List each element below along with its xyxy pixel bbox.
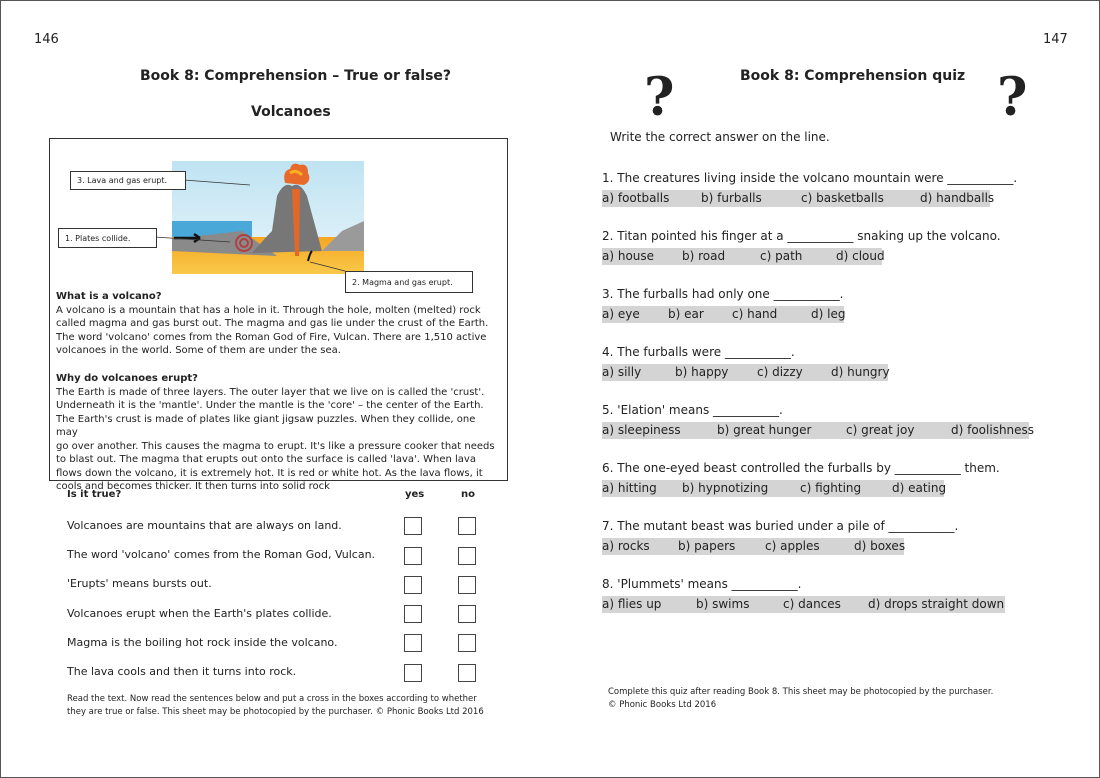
no-checkbox[interactable] <box>458 605 476 623</box>
answer-option[interactable]: d) eating <box>892 481 947 495</box>
quiz-question: 3. The furballs had only one ___________. <box>602 287 844 301</box>
answer-option[interactable]: d) hungry <box>831 365 890 379</box>
quiz-instruction: Write the correct answer on the line. <box>610 130 830 144</box>
answer-options <box>602 364 888 381</box>
answer-option[interactable]: a) footballs <box>602 191 670 205</box>
answer-option[interactable]: a) flies up <box>602 597 662 611</box>
page-number-right: 147 <box>1043 32 1068 47</box>
yes-checkbox[interactable] <box>404 547 422 565</box>
answer-option[interactable]: b) ear <box>668 307 704 321</box>
no-checkbox[interactable] <box>458 547 476 565</box>
page-number-left: 146 <box>34 32 59 47</box>
tf-header-yes: yes <box>405 489 425 500</box>
yes-checkbox[interactable] <box>404 517 422 535</box>
answer-option[interactable]: b) road <box>682 249 726 263</box>
answer-options <box>602 596 1005 613</box>
answer-option[interactable]: c) dizzy <box>757 365 803 379</box>
text-line: The Earth's crust is made of plates like giant jigsaw puzzles. When they collide, one may <box>56 413 476 438</box>
tf-statement: Volcanoes erupt when the Earth's plates collide. <box>67 607 332 620</box>
text-line: called magma and gas burst out. The magma and gas lie under the crust of the Earth. <box>56 318 489 329</box>
footer-line: Read the text. Now read the sentences below and put a cross in the boxes according to whether <box>67 694 477 704</box>
answer-options <box>602 422 1035 439</box>
answer-options <box>602 480 947 497</box>
answer-option[interactable]: b) happy <box>675 365 729 379</box>
quiz-question: 6. The one-eyed beast controlled the furballs by ___________ them. <box>602 461 1000 475</box>
section-subtitle: Volcanoes <box>251 104 331 120</box>
answer-option[interactable]: d) leg <box>811 307 846 321</box>
answer-options <box>602 538 904 555</box>
answer-option[interactable]: d) foolishness <box>951 423 1035 437</box>
tf-statement: 'Erupts' means bursts out. <box>67 577 212 590</box>
quiz-question: 2. Titan pointed his finger at a ___________ snaking up the volcano. <box>602 229 1001 243</box>
callout-magma: 2. Magma and gas erupt. <box>345 271 473 293</box>
no-checkbox[interactable] <box>458 664 476 682</box>
answer-option[interactable]: b) swims <box>696 597 750 611</box>
callout-plates: 1. Plates collide. <box>58 228 157 248</box>
quiz-question: 7. The mutant beast was buried under a pile of ___________. <box>602 519 959 533</box>
answer-options <box>602 190 995 207</box>
answer-option[interactable]: c) basketballs <box>801 191 884 205</box>
text-line: go over another. This causes the magma to erupt. It's like a pressure cooker that needs <box>56 440 495 452</box>
page-title-right: Book 8: Comprehension quiz <box>740 68 966 84</box>
quiz-question: 1. The creatures living inside the volcano mountain were ___________. <box>602 171 1018 185</box>
quiz-question: 8. 'Plummets' means ___________. <box>602 577 802 591</box>
yes-checkbox[interactable] <box>404 664 422 682</box>
page-title-left: Book 8: Comprehension – True or false? <box>140 68 452 84</box>
footer-line: Complete this quiz after reading Book 8. This sheet may be photocopied by the purchaser. <box>608 687 994 697</box>
footer-right <box>608 686 1008 712</box>
answer-option[interactable]: c) dances <box>783 597 841 611</box>
tf-statement: Magma is the boiling hot rock inside the volcano. <box>67 636 338 649</box>
answer-option[interactable]: a) sleepiness <box>602 423 681 437</box>
answer-option[interactable]: c) fighting <box>800 481 862 495</box>
answer-option[interactable]: c) great joy <box>846 423 915 437</box>
answer-option[interactable]: a) silly <box>602 365 642 379</box>
tf-statement: Volcanoes are mountains that are always on land. <box>67 519 342 532</box>
answer-option[interactable]: c) path <box>760 249 803 263</box>
answer-option[interactable]: a) hitting <box>602 481 657 495</box>
answer-option[interactable]: a) eye <box>602 307 640 321</box>
tf-header-no: no <box>461 489 475 500</box>
section-heading: What is a volcano? <box>56 291 162 302</box>
text-line: A volcano is a mountain that has a hole in it. Through the hole, molten (melted) rock <box>56 304 481 316</box>
section-what-is <box>56 290 496 358</box>
footer-line: they are true or false. This sheet may be photocopied by the purchaser. © Phonic Books Ltd 2016 <box>67 707 484 717</box>
no-checkbox[interactable] <box>458 517 476 535</box>
callout-leaders <box>0 0 520 300</box>
text-line: Underneath it is the 'mantle'. Under the mantle is the 'core' – the center of the Earth. <box>56 400 484 411</box>
no-checkbox[interactable] <box>458 576 476 594</box>
text-line: The word 'volcano' comes from the Roman God of Fire, Vulcan. There are 1,510 active <box>56 331 487 343</box>
quiz-question: 4. The furballs were ___________. <box>602 345 795 359</box>
yes-checkbox[interactable] <box>404 576 422 594</box>
text-line: flows down the volcano, it is extremely hot. It is red or white hot. As the lava flows, it <box>56 467 483 479</box>
section-heading: Why do volcanoes erupt? <box>56 373 198 384</box>
answer-option[interactable]: d) handballs <box>920 191 995 205</box>
answer-options <box>602 306 844 323</box>
answer-option[interactable]: d) cloud <box>836 249 885 263</box>
text-line: volcanoes in the world. Some of them are under the sea. <box>56 345 341 356</box>
yes-checkbox[interactable] <box>404 605 422 623</box>
text-line: The Earth is made of three layers. The outer layer that we live on is called the 'crust'. <box>56 386 485 398</box>
answer-option[interactable]: b) furballs <box>701 191 762 205</box>
answer-option[interactable]: a) rocks <box>602 539 650 553</box>
callout-lava: 3. Lava and gas erupt. <box>70 171 186 190</box>
answer-option[interactable]: b) hypnotizing <box>682 481 769 495</box>
no-checkbox[interactable] <box>458 634 476 652</box>
answer-option[interactable]: b) papers <box>678 539 736 553</box>
tf-statement: The word 'volcano' comes from the Roman God, Vulcan. <box>67 548 376 561</box>
quiz-question: 5. 'Elation' means ___________. <box>602 403 783 417</box>
text-line: cools and becomes thicker. It then turns into solid rock <box>56 481 330 492</box>
answer-option[interactable]: c) hand <box>732 307 778 321</box>
question-mark-icon: ? <box>997 67 1028 128</box>
answer-option[interactable]: d) drops straight down <box>868 597 1005 611</box>
text-line: to blast out. The magma that erupts out onto the surface is called 'lava'. When lava <box>56 454 476 465</box>
footer-left <box>67 693 497 719</box>
tf-header-label: Is it true? <box>67 489 122 500</box>
answer-option[interactable]: a) house <box>602 249 655 263</box>
question-mark-icon: ? <box>644 67 675 128</box>
answer-options <box>602 248 885 265</box>
section-why-erupt <box>56 372 496 494</box>
answer-option[interactable]: c) apples <box>765 539 820 553</box>
yes-checkbox[interactable] <box>404 634 422 652</box>
tf-statement: The lava cools and then it turns into rock. <box>67 665 297 678</box>
answer-option[interactable]: b) great hunger <box>717 423 812 437</box>
footer-line: © Phonic Books Ltd 2016 <box>608 700 717 710</box>
answer-option[interactable]: d) boxes <box>854 539 906 553</box>
